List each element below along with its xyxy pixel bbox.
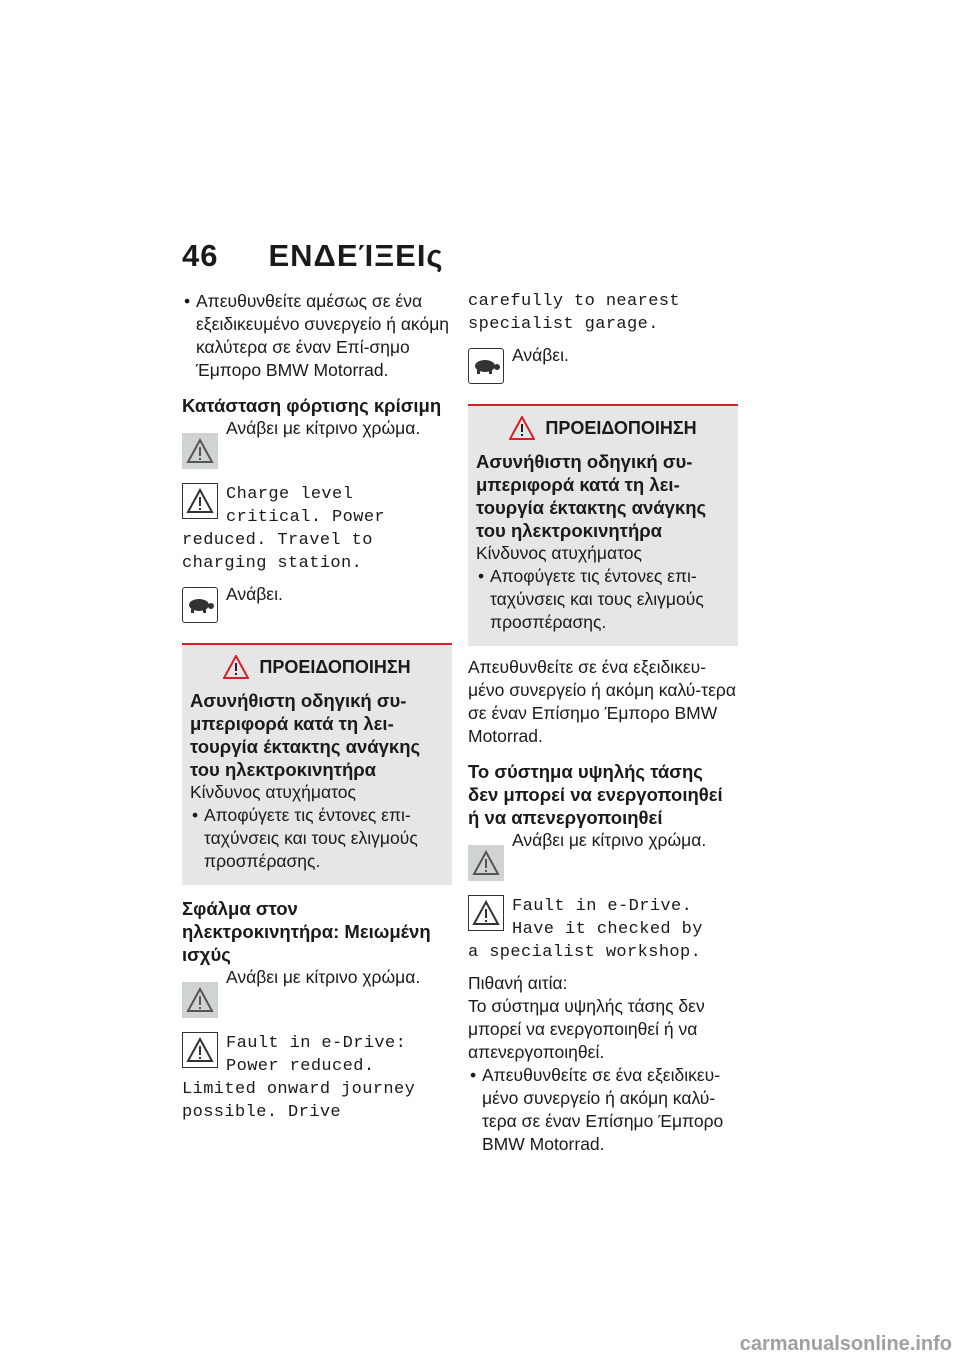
page-header [182, 238, 444, 274]
warning-bullet: • Αποφύγετε τις έντονες επι-ταχύνσεις και τους ελιγμούς προσπέρασης. [476, 565, 730, 634]
intro-bullet: • Απευθυνθείτε αμέσως σε ένα εξειδικευμένο συνεργείο ή ακόμη καλύτερα σε έναν Επί-σημο Έμπορο BMW Motorrad. [182, 290, 452, 382]
warning-triangle-icon [509, 416, 535, 440]
contact-paragraph: Απευθυνθείτε σε ένα εξειδικευ-μένο συνεργείο ή ακόμη καλύ-τερα σε έναν Επίσημο Έμπορο BMW Motorrad. [468, 657, 736, 746]
warning-bullet: • Αποφύγετε τις έντονες επι-ταχύνσεις και τους ελιγμούς προσπέρασης. [190, 804, 444, 873]
cause-text: Το σύστημα υψηλής τάσης δεν μπορεί να ενεργοποιηθεί ή να απενεργοποιηθεί. [468, 996, 705, 1062]
display-message-line: carefully to nearest specialist garage. [468, 292, 681, 334]
indicator-row [182, 417, 452, 469]
warning-heading: Ασυνήθιστη οδηγική συ-μπεριφορά κατά τη λει-τουργία έκτακτης ανάγκης του ηλεκτροκινητήρα [476, 451, 707, 541]
page-number: 46 [182, 238, 219, 273]
section-heading-edrive-fault: Σφάλμα στον ηλεκτροκινητήρα: Μειωμένη ισχύς [182, 898, 431, 965]
warning-triangle-icon [468, 895, 504, 931]
warning-triangle-icon [468, 845, 504, 881]
indicator-row [182, 583, 452, 623]
turtle-icon [468, 348, 504, 384]
display-message-line: Fault in e-Drive: [226, 1034, 407, 1053]
display-message-line: reduced. Travel to charging station. [182, 531, 373, 573]
warning-triangle-icon [182, 1032, 218, 1068]
warning-title [190, 655, 444, 679]
warning-box [182, 643, 452, 885]
right-column [468, 290, 738, 1156]
indicator-row [468, 344, 738, 384]
warning-triangle-icon [223, 655, 249, 679]
indicator-text: Ανάβει με κίτρινο χρώμα. [226, 967, 421, 987]
display-message-line: Have it checked by [512, 920, 703, 939]
section-heading-charge-critical: Κατάσταση φόρτισης κρίσιμη [182, 395, 442, 416]
warning-title-text: ΠΡΟΕΙΔΟΠΟΙΗΣΗ [545, 417, 697, 438]
turtle-icon [182, 587, 218, 623]
page-title: ΕΝΔΕΊΞΕΙς [268, 238, 444, 273]
message-row [468, 895, 738, 941]
section-heading-hv-system: Το σύστημα υψηλής τάσης δεν μπορεί να ενεργοποιηθεί ή να απενεργοποιηθεί [468, 761, 723, 828]
left-column [182, 290, 452, 1124]
indicator-text: Ανάβει. [512, 345, 569, 365]
warning-triangle-icon [182, 483, 218, 519]
message-row [182, 1032, 452, 1078]
indicator-row [468, 829, 738, 881]
display-message-line: a specialist workshop. [468, 943, 702, 962]
display-message-line: Fault in e-Drive. [512, 897, 693, 916]
indicator-text: Ανάβει με κίτρινο χρώμα. [226, 418, 421, 438]
display-message-line: Power reduced. [226, 1057, 375, 1076]
warning-triangle-icon [182, 982, 218, 1018]
display-message-line: Charge level [226, 485, 354, 504]
indicator-row [182, 966, 452, 1018]
watermark: carmanualsonline.info [739, 1333, 952, 1355]
warning-title [476, 416, 730, 440]
display-message-line: critical. Power [226, 508, 386, 527]
warning-title-text: ΠΡΟΕΙΔΟΠΟΙΗΣΗ [259, 656, 411, 677]
warning-text: Κίνδυνος ατυχήματος [476, 543, 642, 563]
warning-text: Κίνδυνος ατυχήματος [190, 782, 356, 802]
indicator-text: Ανάβει με κίτρινο χρώμα. [512, 830, 707, 850]
message-row [182, 483, 452, 529]
warning-triangle-icon [182, 433, 218, 469]
action-bullet: • Απευθυνθείτε σε ένα εξειδικευ-μένο συνεργείο ή ακόμη καλύ-τερα σε έναν Επίσημο Έμπορο BMW Motorrad. [468, 1064, 738, 1156]
indicator-text: Ανάβει. [226, 584, 283, 604]
warning-box [468, 404, 738, 646]
display-message-line: Limited onward journey possible. Drive [182, 1080, 416, 1122]
cause-label: Πιθανή αιτία: [468, 973, 568, 993]
warning-heading: Ασυνήθιστη οδηγική συ-μπεριφορά κατά τη λει-τουργία έκτακτης ανάγκης του ηλεκτροκινητήρα [190, 690, 421, 780]
